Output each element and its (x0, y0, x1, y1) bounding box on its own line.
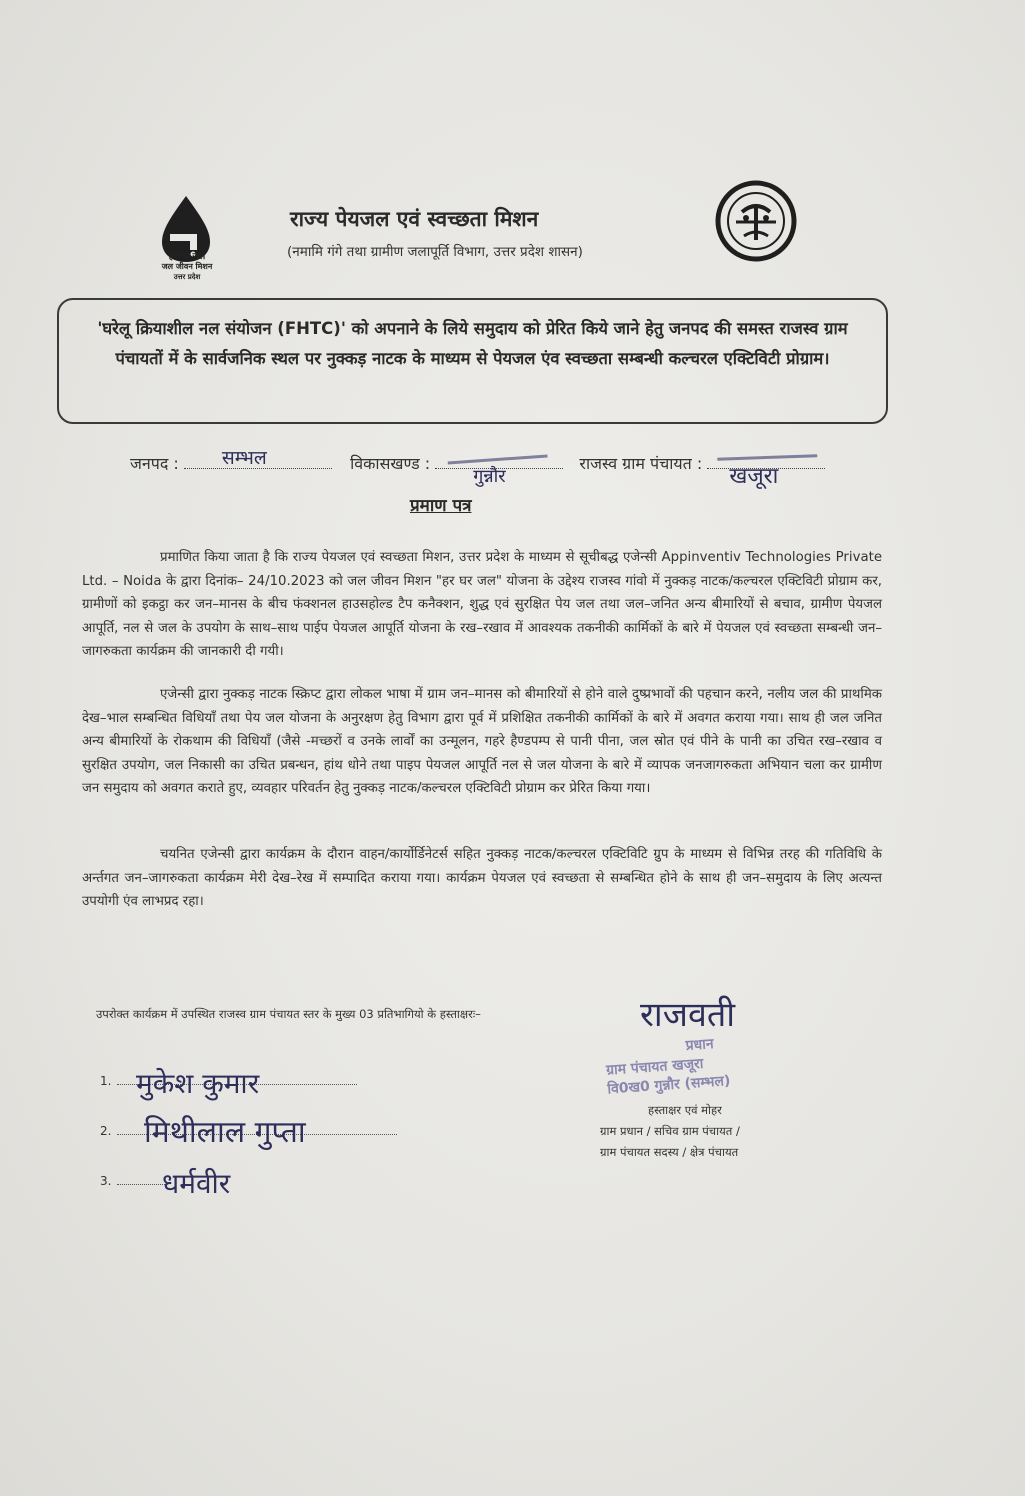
signature-number: 2. (100, 1124, 112, 1138)
paragraph-3 (82, 843, 882, 914)
stamp-line: प्रधान (685, 1036, 715, 1055)
participant-signature-2 (100, 1115, 397, 1150)
signatory-designation (600, 1100, 740, 1163)
janpad-value: सम्भल (221, 447, 267, 469)
paragraph-2-text: एजेन्सी द्वारा नुक्कड़ नाटक स्क्रिप्ट द्वारा लोकल भाषा में ग्राम जन–मानस को बीमारियों से होने वाले दुष्प्रभावों की पहचान करने, नलीय जल की प्राथमिक देख–भाल सम्बन्धित विधियाँ तथा पेय जल योजना के अनुरक्षण हेतु विभाग द्वारा पूर्व में प्रशिक्षित तकनीकी कार्मिकों के बारे में अवगत कराया गया। साथ ही जल जनित अन्य बीमारियों के रोकथाम की विधियाँ (जैसे -मच्छरों व उनके लार्वों का उन्मूलन, गहरे हैण्डपम्प से पानी पीना, जल स्रोत एवं पीने के पानी का उचित रख–रखाव व सुरक्षित उपयोग, जल निकासी का उचित प्रबन्धन, हांथ धोने तथा पाइप पेयजल आपूर्ति नल से जल योजना के बारे में व्यापक जनजागरुकता अभियान चला कर ग्रामीण जन समुदाय को अवगत कराते हुए, व्यवहार परिवर्तन हेतु नुक्कड़ नाटक/कल्चरल एक्टिविटी प्रोग्राम कर प्रेरित किया गया। (82, 687, 882, 796)
logo-text-line: जल जीवन मिशन (161, 262, 213, 271)
location-fields (130, 447, 825, 489)
strike-mark (717, 438, 818, 460)
strike-mark (447, 437, 548, 465)
up-government-seal-icon (712, 178, 800, 264)
designation-line: हस्ताक्षर एवं मोहर (648, 1103, 722, 1117)
stamp-line: वि0ख0 गुन्नौर (सम्भल) (606, 1073, 731, 1098)
vikaskhand-field (435, 450, 563, 487)
gram-panchayat-field (707, 450, 825, 489)
participants-note: उपरोक्त कार्यक्रम में उपस्थित राजस्व ग्राम पंचायत स्तर के मुख्य 03 प्रतिभागियो के हस्ताक्षरः– (96, 1007, 481, 1021)
participant-signature-1 (100, 1067, 357, 1100)
logo-text-line: उत्तर प्रदेश (173, 273, 201, 281)
program-title-box (57, 298, 888, 424)
janpad-field (184, 447, 332, 469)
janpad-label: जनपद : (130, 454, 179, 473)
signature-name: धर्मवीर (162, 1167, 231, 1200)
vikaskhand-value: गुन्नौर (473, 466, 506, 487)
gram-panchayat-label: राजस्व ग्राम पंचायत : (579, 454, 703, 473)
gram-panchayat-value: खजूरा (729, 464, 779, 489)
designation-line: ग्राम पंचायत सदस्य / क्षेत्र पंचायत (600, 1145, 739, 1159)
certificate-heading: प्रमाण पत्र (410, 496, 472, 516)
page-subtitle: (नमामि गंगे तथा ग्रामीण जलापूर्ति विभाग, उत्तर प्रदेश शासन) (287, 244, 583, 260)
logo-text-line: हर घर जल (168, 252, 206, 262)
signature-number: 3. (100, 1174, 112, 1188)
signature-name: मिथीलाल गुप्ता (144, 1115, 306, 1150)
vikaskhand-label: विकासखण्ड : (350, 454, 431, 473)
signature-name: मुकेश कुमार (136, 1067, 260, 1100)
paragraph-2 (82, 683, 882, 801)
pradhan-signature: राजवती (640, 995, 736, 1035)
designation-line: ग्राम प्रधान / सचिव ग्राम पंचायत / (600, 1124, 740, 1138)
official-stamp (604, 1029, 798, 1099)
signature-number: 1. (100, 1074, 112, 1088)
paragraph-3-text: चयनित एजेन्सी द्वारा कार्यक्रम के दौरान वाहन/कार्योर्डिनेटर्स सहित नुक्कड़ नाटक/कल्चरल एक्टिविटि ग्रुप के माध्यम से विभिन्न तरह की गतिविधि के अर्न्तगत जन–जागरुकता कार्यक्रम मेरी देख–रेख में सम्पादित कराया गया। कार्यक्रम पेयजल एवं स्वच्छता से सम्बन्धित होने के साथ ही जन–समुदाय के लिए अत्यन्त उपयोगी एंव लाभप्रद रहा। (82, 847, 882, 909)
paragraph-1-text: प्रमाणित किया जाता है कि राज्य पेयजल एवं स्वच्छता मिशन, उत्तर प्रदेश के माध्यम से सूचीबद्ध एजेन्सी Appinventiv Technologies Private Ltd. – Noida के द्वारा दिनांक– 24/10.2023 को जल जीवन मिशन "हर घर जल" योजना के उद्देश्य राजस्व गांवो में नुक्कड़ नाटक/कल्चरल एक्टिविटी प्रोग्राम कर, ग्रामीणों को इकट्ठा कर जन–मानस के बीच फंक्शनल हाउसहोल्ड टैप कनैक्शन, शुद्ध एवं सुरक्षित पेय जल तथा जल–जनित अन्य बीमारियों से बचाव, ग्रामीण पेयजल आपूर्ति, नल से जल के उपयोग के साथ–साथ पाईप पेयजल आपूर्ति योजना के रख–रखाव में आवश्यक तकनीकी कार्मिकों के बारे में पेयजल एवं स्वच्छता सम्बन्धी जन–जागरुकता कार्यक्रम की जानकारी दी गयी। (82, 550, 882, 659)
stamp-line: ग्राम पंचायत खजूरा (605, 1055, 704, 1079)
jal-jeevan-mission-logo (140, 192, 232, 290)
paragraph-1 (82, 546, 882, 664)
page-title: राज्य पेयजल एवं स्वच्छता मिशन (290, 207, 539, 231)
participant-signature-3 (100, 1167, 231, 1200)
up-government-seal (712, 178, 800, 264)
program-title-text: 'घरेलू क्रियाशील नल संयोजन (FHTC)' को अपनाने के लिये समुदाय को प्रेरित किये जाने हेतु जनपद की समस्त राजस्व ग्राम पंचायतों में के सार्वजनिक स्थल पर नुक्कड़ नाटक के माध्यम से पेयजल एंव स्वच्छता सम्बन्धी कल्चरल एक्टिविटी प्रोग्राम। (97, 319, 848, 368)
